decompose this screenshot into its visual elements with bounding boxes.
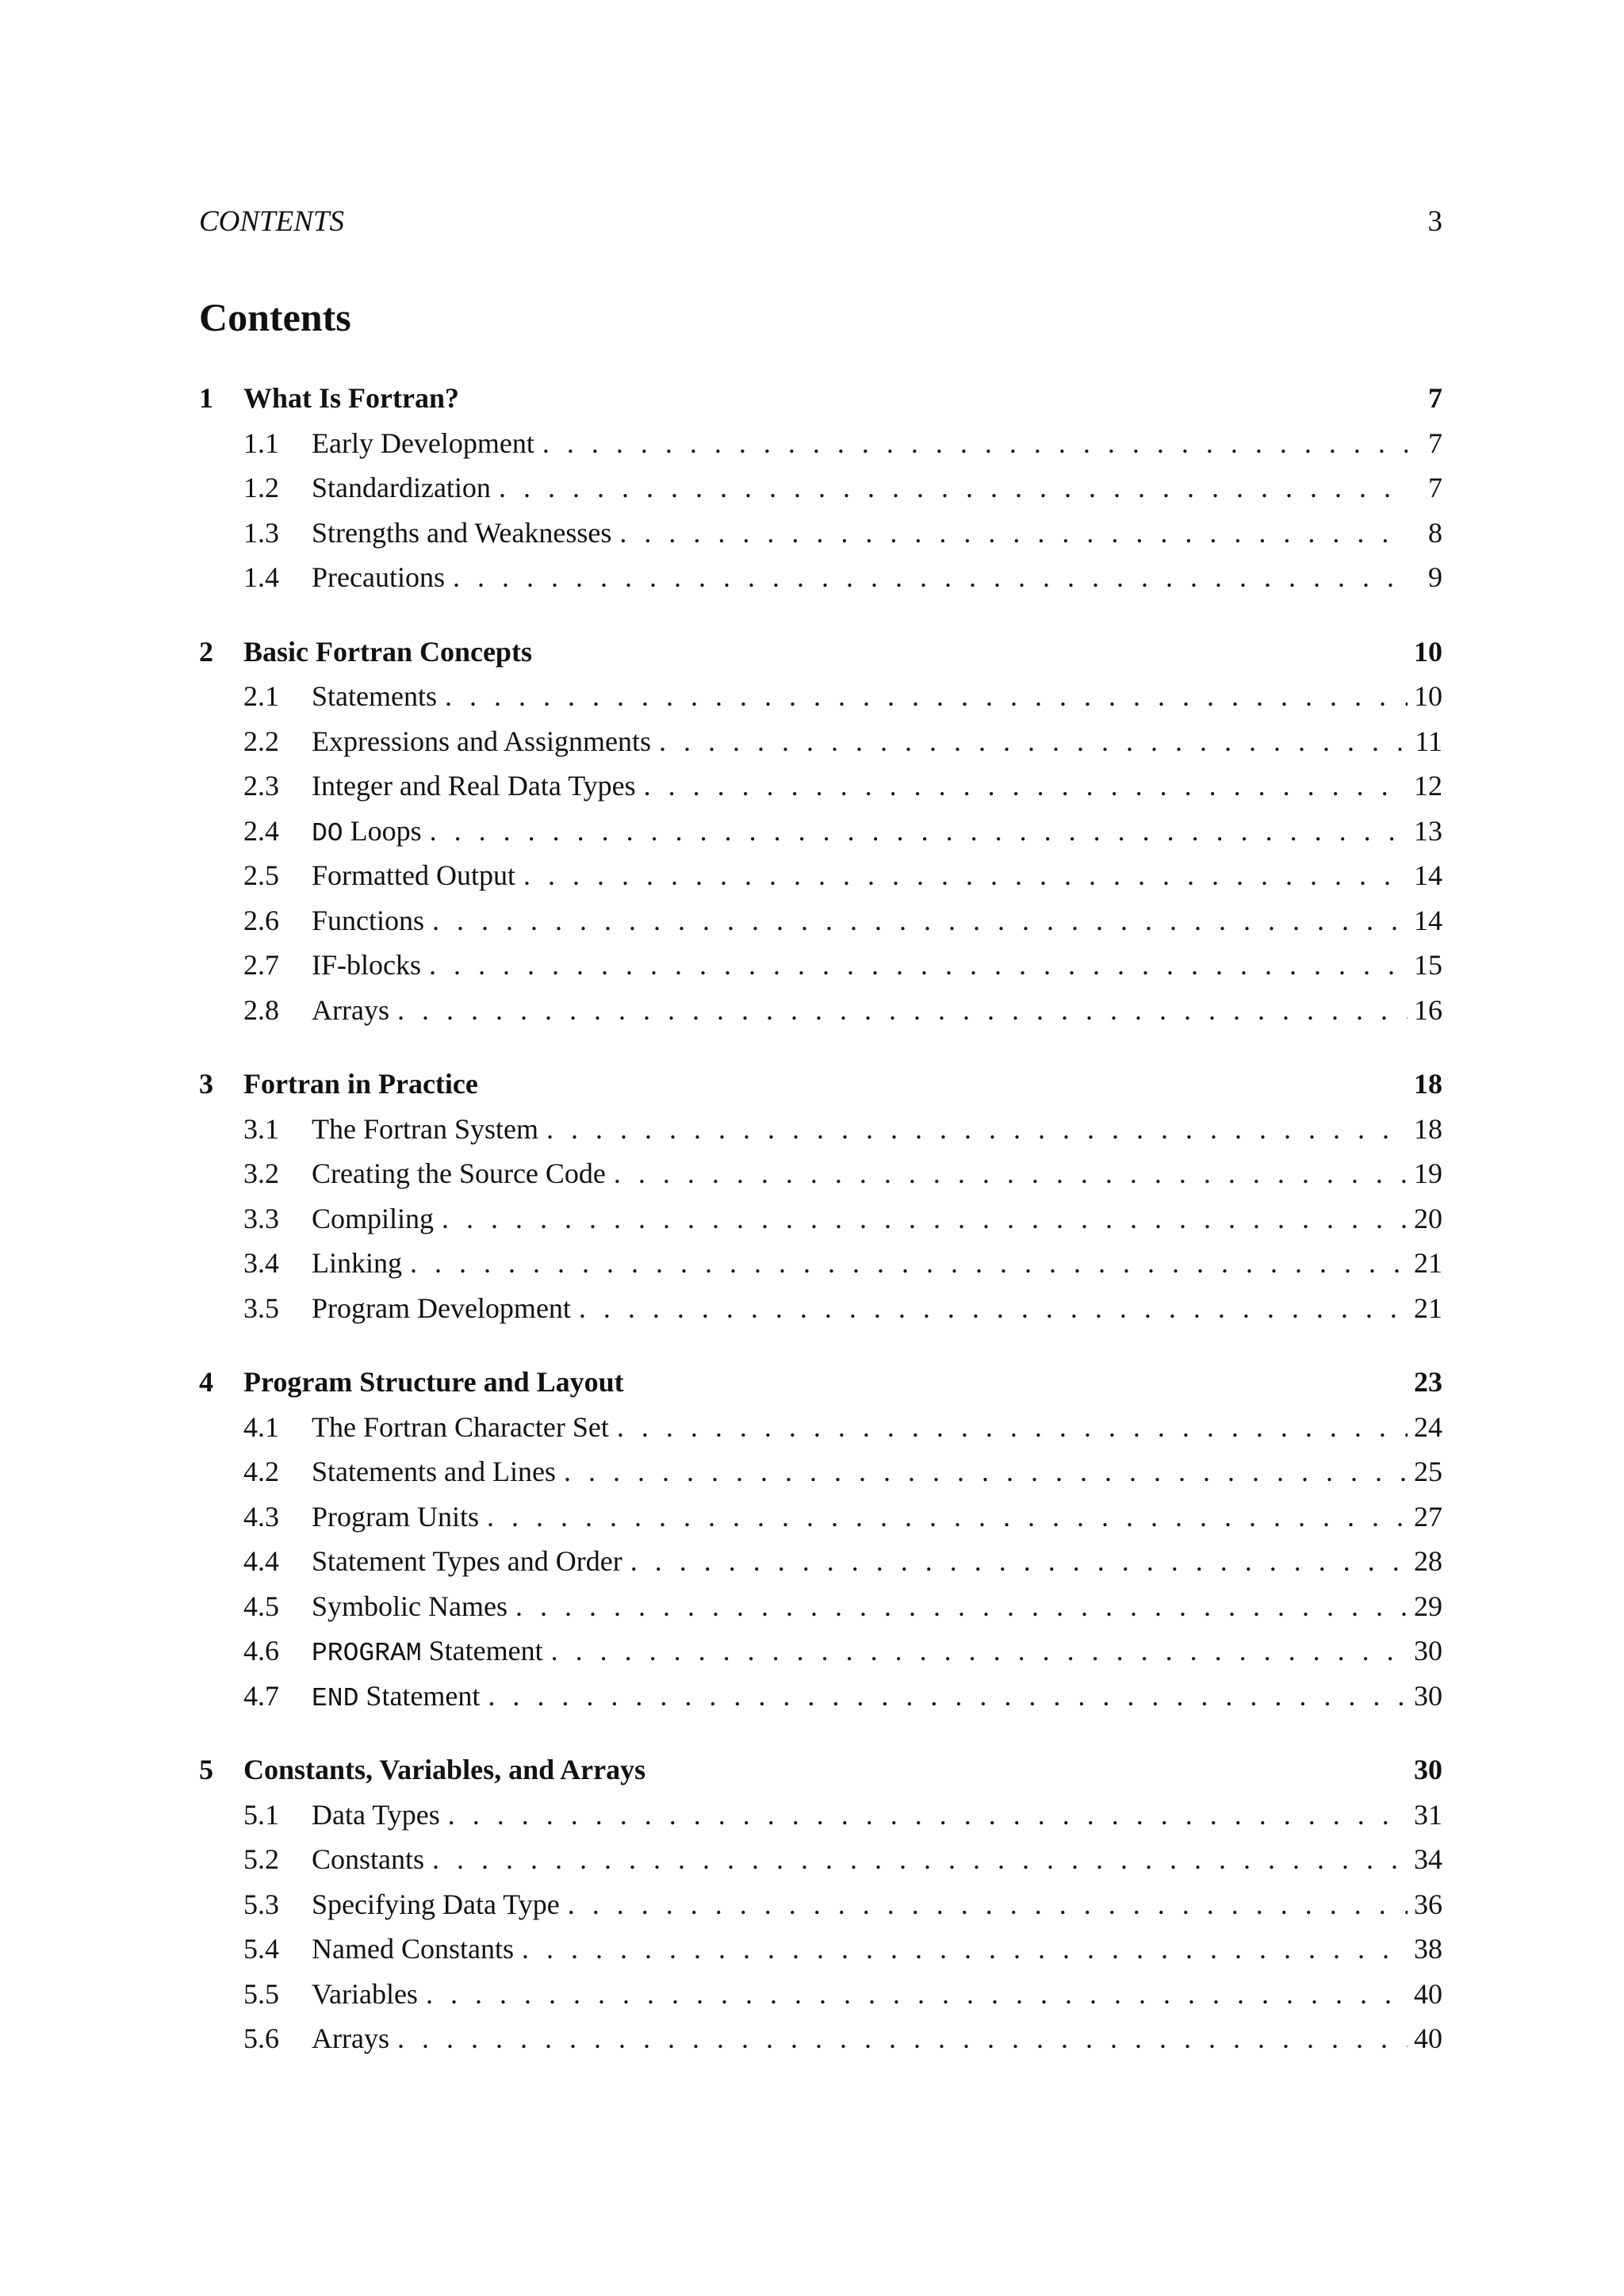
dot-leader [499,465,1408,511]
section-title: Program Development [312,1292,571,1324]
toc-section-entry[interactable] [199,1494,1442,1540]
section-number: 2.6 [243,904,279,936]
section-title: Data Types [312,1798,440,1831]
section-title: Statement [428,1635,543,1667]
section-page-number: 14 [1414,859,1442,891]
section-title-wrap [312,465,499,511]
dot-leader [619,511,1408,556]
section-number: 3.4 [243,1247,279,1279]
section-title: The Fortran System [312,1112,538,1145]
section-page-number: 30 [1414,1635,1442,1667]
dot-leader [448,1793,1408,1838]
section-title-wrap [312,1539,630,1584]
dot-leader [630,1539,1408,1584]
section-page-number: 15 [1414,949,1442,981]
dot-leader [453,555,1408,600]
section-number: 4.6 [243,1635,279,1667]
chapter-number: 4 [199,1366,213,1398]
section-page-number: 13 [1414,814,1442,847]
toc-section-entry[interactable] [199,1241,1442,1286]
toc-chapter-entry[interactable] [199,629,1442,675]
section-number: 4.7 [243,1679,279,1712]
section-number: 4.5 [243,1590,279,1622]
chapter-page-number: 23 [1414,1366,1442,1398]
section-title: Precautions [312,561,445,593]
toc-section-entry[interactable] [199,853,1442,898]
section-title: Constants [312,1843,425,1875]
toc-section-entry[interactable] [199,555,1442,600]
section-number: 5.2 [243,1843,279,1875]
section-title: Arrays [312,2022,389,2054]
dot-leader [617,1405,1408,1450]
toc-section-entry[interactable] [199,988,1442,1033]
section-number: 2.4 [243,814,279,847]
section-page-number: 21 [1414,1292,1442,1324]
section-title-wrap [312,1241,410,1286]
toc-section-entry[interactable] [199,511,1442,556]
section-number: 1.4 [243,561,279,593]
toc-section-entry[interactable] [199,1286,1442,1331]
toc-chapter-entry[interactable] [199,1747,1442,1793]
section-page-number: 16 [1414,993,1442,1026]
section-title: Symbolic Names [312,1590,508,1622]
document-page [199,0,1442,2296]
section-number: 2.1 [243,680,279,712]
toc-section-entry[interactable] [199,1539,1442,1584]
section-title: The Fortran Character Set [312,1410,609,1443]
dot-leader [515,1584,1408,1629]
section-page-number: 40 [1414,2022,1442,2054]
toc-section-entry[interactable] [199,1584,1442,1629]
section-number: 3.3 [243,1202,279,1234]
section-number: 1.1 [243,427,279,459]
section-page-number: 30 [1414,1679,1442,1712]
section-title-wrap [312,1882,568,1927]
dot-leader [614,1151,1408,1196]
section-title-wrap [312,1674,488,1722]
section-number: 2.5 [243,859,279,891]
chapter-page-number: 30 [1414,1754,1442,1785]
section-title-wrap [312,1494,487,1540]
dot-leader [426,1972,1408,2017]
dot-leader [644,763,1408,809]
dot-leader [432,898,1408,943]
toc-section-entry[interactable] [199,1972,1442,2017]
section-title-wrap [312,1151,614,1196]
section-title-wrap [312,763,644,809]
section-title: Formatted Output [312,859,515,891]
section-title-wrap [312,1793,448,1838]
section-number: 4.4 [243,1545,279,1577]
chapter-number: 1 [199,382,213,414]
section-page-number: 10 [1414,680,1442,712]
toc-chapter-entry[interactable] [199,376,1442,421]
chapter-number: 2 [199,635,213,668]
section-title-wrap [312,898,432,943]
section-title-wrap [312,1286,579,1331]
section-title: Specifying Data Type [312,1888,560,1920]
section-title: Variables [312,1977,418,2010]
toc-section-entry[interactable] [199,1793,1442,1838]
section-title-code: END [312,1683,359,1713]
section-title: Statements [312,680,437,712]
section-page-number: 31 [1414,1798,1442,1831]
section-page-number: 11 [1415,725,1442,757]
toc-section-entry[interactable] [199,674,1442,719]
chapter-title: Basic Fortran Concepts [243,635,532,668]
section-title-wrap [312,1927,522,1972]
dot-leader [410,1241,1408,1286]
dot-leader [429,943,1408,988]
running-header-title: CONTENTS [199,205,345,238]
section-title: Statement [366,1679,481,1712]
section-number: 2.7 [243,949,279,981]
dot-leader [432,1837,1408,1882]
section-page-number: 18 [1414,1112,1442,1145]
table-of-contents [199,376,1442,2091]
section-title: Integer and Real Data Types [312,770,636,802]
toc-chapter-entry[interactable] [199,1062,1442,1107]
section-page-number: 7 [1428,472,1442,503]
section-title-wrap [312,1405,617,1450]
section-number: 3.5 [243,1292,279,1324]
section-page-number: 28 [1414,1545,1442,1577]
section-page-number: 9 [1428,561,1442,593]
section-title-wrap [312,421,542,466]
section-title: Linking [312,1247,402,1279]
section-number: 2.3 [243,770,279,802]
section-title-wrap [312,853,523,898]
section-title-wrap [312,1449,564,1494]
toc-section-entry[interactable] [199,421,1442,466]
section-number: 4.1 [243,1410,279,1443]
section-number: 3.2 [243,1158,279,1189]
section-number: 5.6 [243,2022,279,2054]
section-page-number: 12 [1414,770,1442,802]
section-page-number: 20 [1414,1202,1442,1234]
section-title: IF-blocks [312,949,421,981]
section-number: 1.2 [243,472,279,503]
section-number: 4.3 [243,1500,279,1533]
toc-section-entry[interactable] [199,1151,1442,1196]
section-title: Statement Types and Order [312,1545,622,1577]
section-number: 5.3 [243,1888,279,1920]
toc-section-entry[interactable] [199,763,1442,809]
toc-section-entry[interactable] [199,943,1442,988]
toc-chapter [199,1747,1442,2061]
section-page-number: 38 [1414,1933,1442,1965]
toc-chapter [199,376,1442,600]
toc-section-entry[interactable] [199,2016,1442,2061]
section-number: 5.4 [243,1933,279,1965]
dot-leader [522,1927,1408,1972]
section-page-number: 24 [1414,1410,1442,1443]
section-title-wrap [312,674,445,719]
dot-leader [442,1196,1408,1242]
section-page-number: 40 [1414,1977,1442,2010]
section-number: 2.8 [243,993,279,1026]
dot-leader [659,719,1408,764]
section-title-wrap [312,511,619,556]
dot-leader [445,674,1408,719]
dot-leader [488,1674,1408,1719]
section-title: Functions [312,904,425,936]
section-title-wrap [312,1628,551,1677]
dot-leader [487,1494,1408,1540]
section-title-wrap [312,2016,397,2061]
chapter-title: What Is Fortran? [243,382,459,414]
dot-leader [579,1286,1408,1331]
toc-section-entry[interactable] [199,1405,1442,1450]
section-title: Strengths and Weaknesses [312,516,612,549]
section-title: Early Development [312,427,534,459]
chapter-page-number: 7 [1428,382,1442,414]
section-title-wrap [312,943,429,988]
section-title-wrap [312,1196,442,1242]
section-number: 5.1 [243,1798,279,1831]
section-title: Standardization [312,472,491,503]
section-title-wrap [312,809,430,857]
section-title: Named Constants [312,1933,514,1965]
toc-section-entry[interactable] [199,719,1442,764]
toc-section-entry[interactable] [199,1628,1442,1674]
chapter-number: 3 [199,1068,213,1100]
section-page-number: 34 [1414,1843,1442,1875]
section-page-number: 29 [1414,1590,1442,1622]
section-title-wrap [312,555,453,600]
section-page-number: 7 [1428,427,1442,459]
chapter-number: 5 [199,1754,213,1785]
section-title: Loops [350,814,422,847]
section-number: 1.3 [243,516,279,549]
dot-leader [397,988,1408,1033]
section-title-wrap [312,1107,546,1152]
running-header-page-number: 3 [1427,205,1442,238]
toc-section-entry[interactable] [199,1674,1442,1719]
toc-chapter [199,629,1442,1033]
section-page-number: 36 [1414,1888,1442,1920]
toc-section-entry[interactable] [199,898,1442,943]
dot-leader [542,421,1408,466]
chapter-page-number: 10 [1414,635,1442,668]
toc-section-entry[interactable] [199,1449,1442,1494]
toc-chapter-entry[interactable] [199,1360,1442,1405]
section-page-number: 25 [1414,1456,1442,1487]
section-title-wrap [312,1837,432,1882]
section-title-wrap [312,1584,515,1629]
toc-section-entry[interactable] [199,1837,1442,1882]
section-title: Compiling [312,1202,435,1234]
section-title: Program Units [312,1500,479,1533]
section-title-code: DO [312,818,343,848]
dot-leader [551,1628,1408,1674]
section-page-number: 21 [1414,1247,1442,1279]
section-page-number: 8 [1428,516,1442,549]
dot-leader [568,1882,1408,1927]
running-header [199,203,1442,241]
chapter-title: Constants, Variables, and Arrays [243,1754,646,1785]
dot-leader [523,853,1408,898]
section-number: 3.1 [243,1112,279,1145]
section-number: 4.2 [243,1456,279,1487]
dot-leader [397,2016,1408,2061]
toc-chapter [199,1360,1442,1718]
chapter-title: Fortran in Practice [243,1068,478,1100]
chapter-title: Program Structure and Layout [243,1366,624,1398]
section-title-wrap [312,719,659,764]
toc-section-entry[interactable] [199,809,1442,854]
section-page-number: 19 [1414,1158,1442,1189]
toc-chapter [199,1062,1442,1330]
toc-section-entry[interactable] [199,1927,1442,1972]
section-title: Arrays [312,993,389,1026]
toc-section-entry[interactable] [199,465,1442,511]
dot-leader [430,809,1408,854]
section-title-wrap [312,988,397,1033]
contents-heading: Contents [199,295,351,339]
toc-section-entry[interactable] [199,1196,1442,1242]
section-title-code: PROGRAM [312,1639,422,1668]
dot-leader [564,1449,1408,1494]
chapter-page-number: 18 [1414,1068,1442,1100]
section-title: Expressions and Assignments [312,725,651,757]
section-number: 5.5 [243,1977,279,2010]
section-number: 2.2 [243,725,279,757]
section-page-number: 14 [1414,904,1442,936]
dot-leader [546,1107,1408,1152]
section-title: Creating the Source Code [312,1158,606,1189]
toc-section-entry[interactable] [199,1107,1442,1152]
section-page-number: 27 [1414,1500,1442,1533]
section-title-wrap [312,1972,426,2017]
section-title: Statements and Lines [312,1456,556,1487]
toc-section-entry[interactable] [199,1882,1442,1927]
